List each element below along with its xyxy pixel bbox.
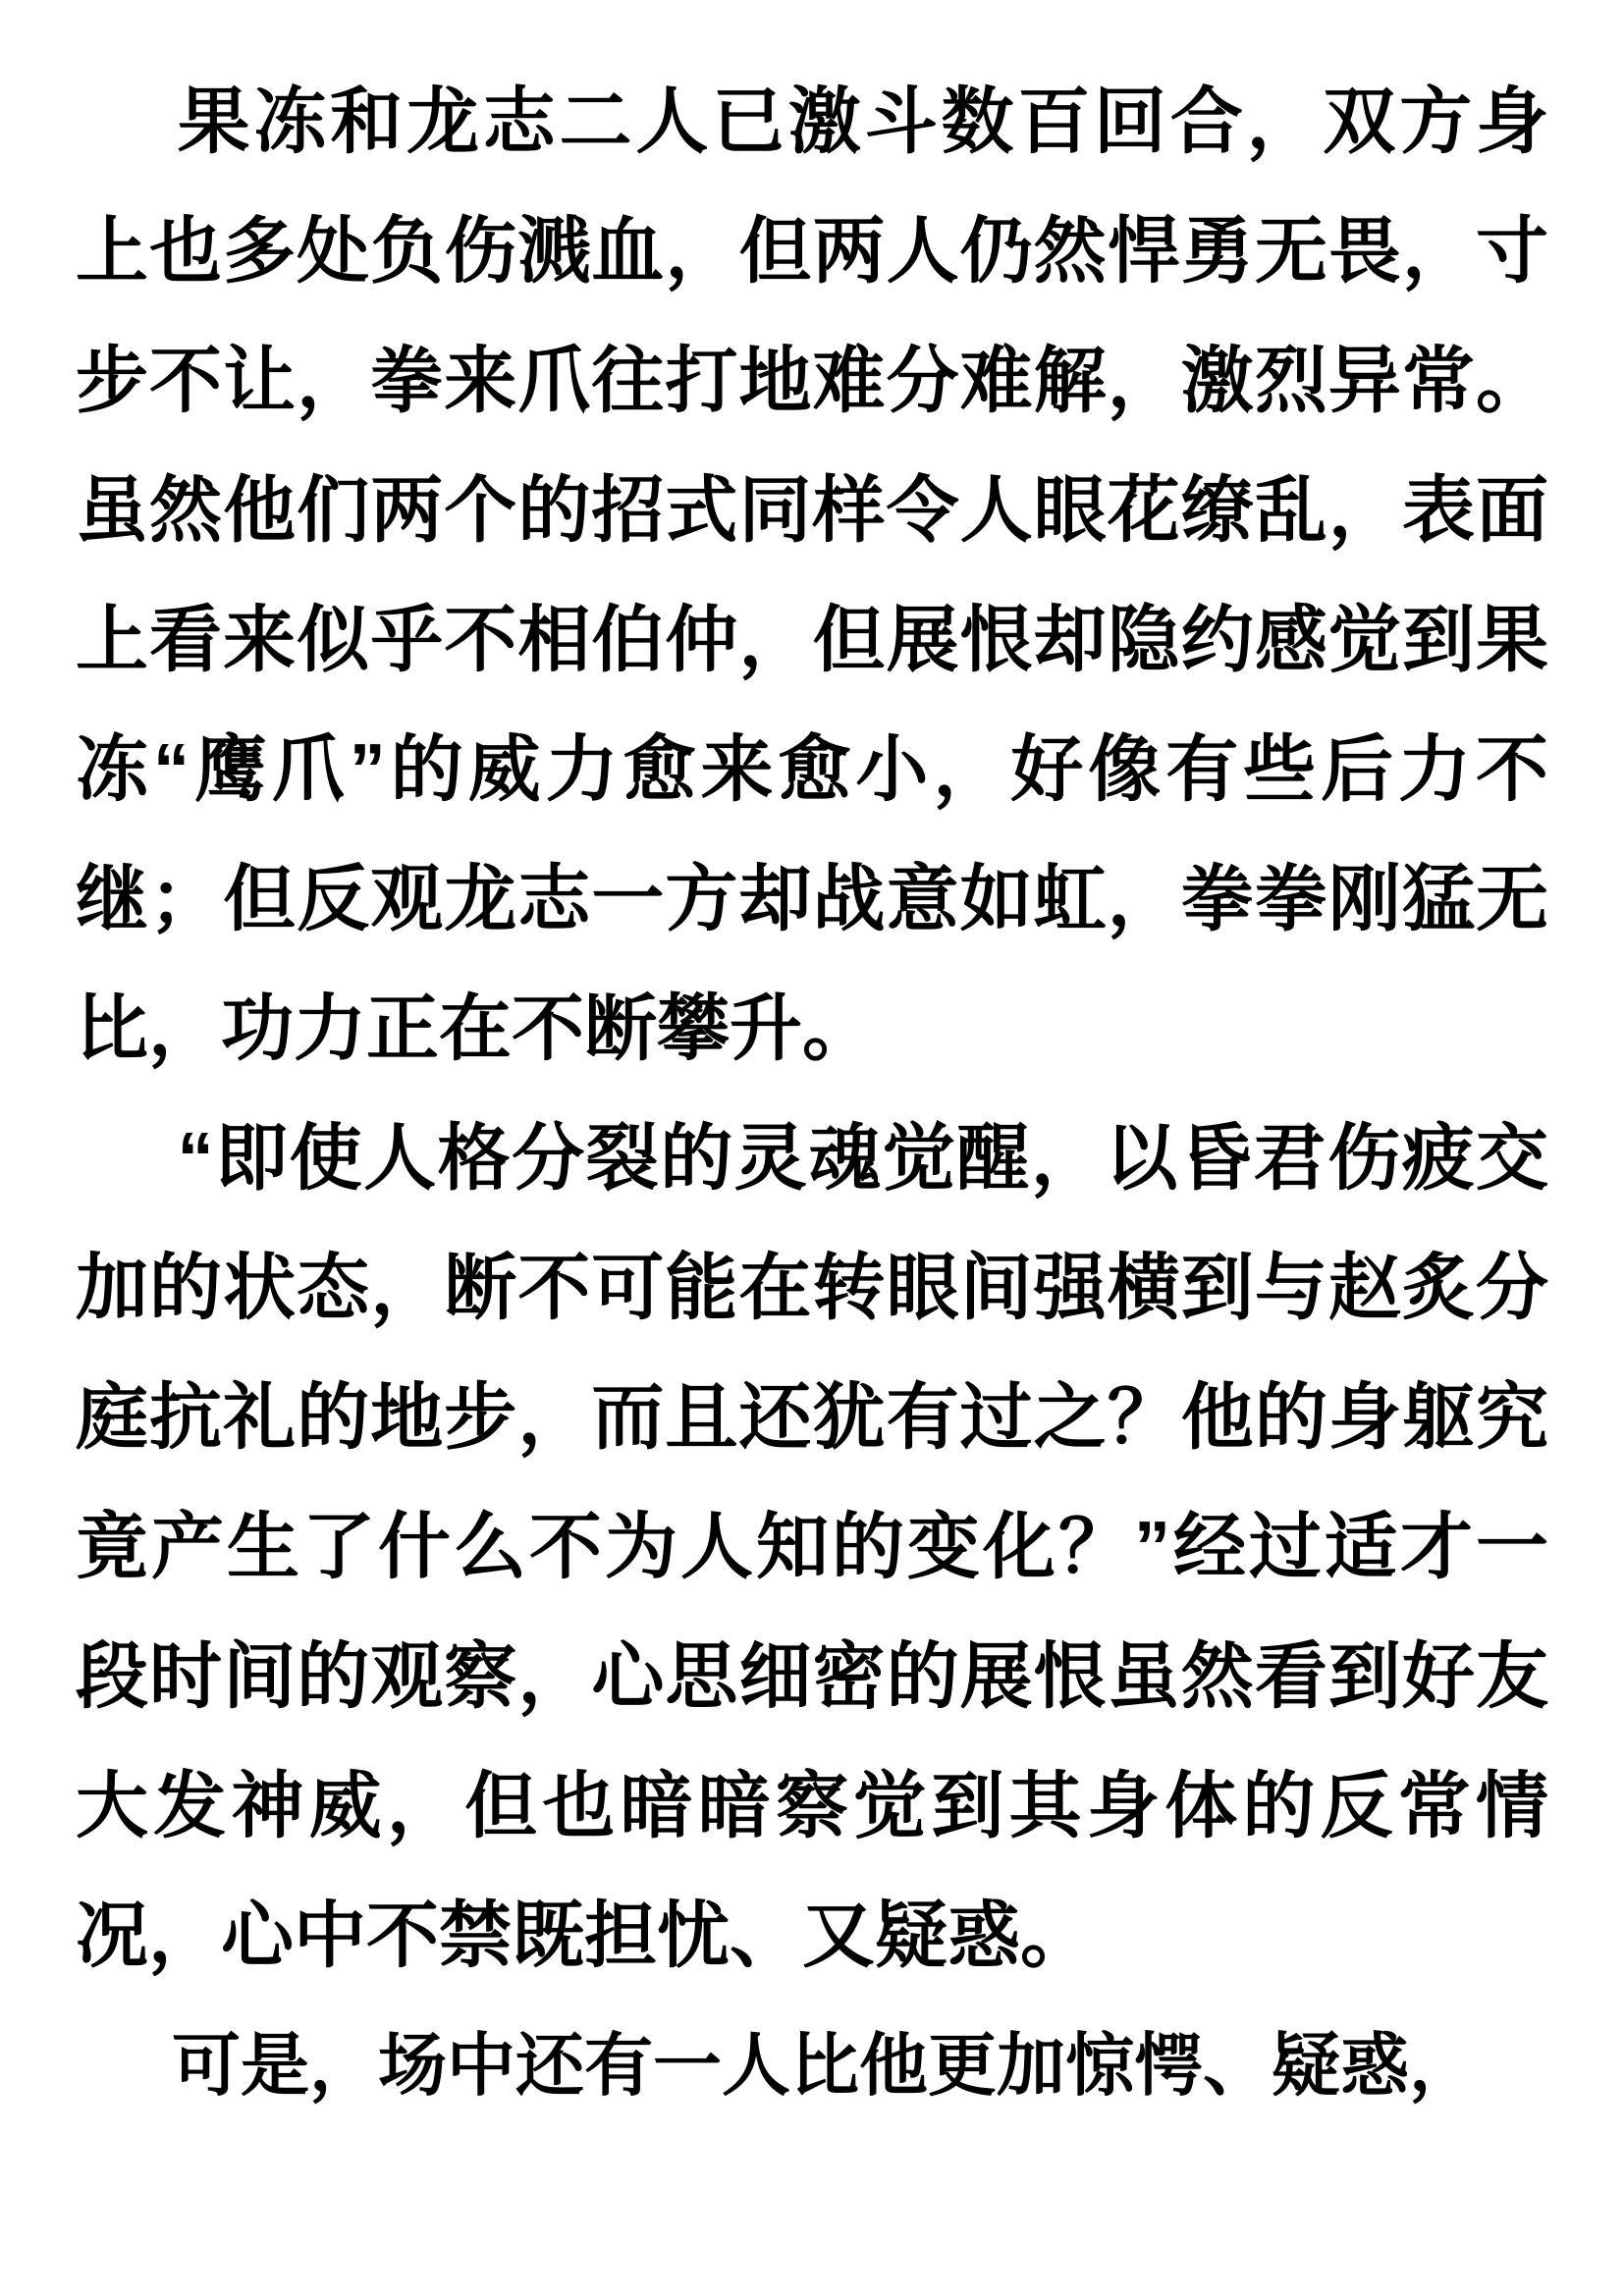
paragraph-3: 可是，场中还有一人比他更加惊愕、疑惑， (172, 2027, 1478, 2104)
paragraph-1: 果冻和龙志二人已激斗数百回合，双方身上也多处负伤溅血，但两人仍然悍勇无畏，寸步不让，拳来爪往打地难分难解，激烈异常。虽然他们两个的招式同样令人眼花缭乱，表面上看来似乎不相伯仲，但展恨却隐约感觉到果冻“鹰爪”的威力愈来愈小，好像有些后力不继；但反观龙志一方却战意如虹，拳拳刚猛无比，功力正在不断攀升。 (76, 80, 1548, 1069)
paragraph-2: “即使人格分裂的灵魂觉醒，以昏君伤疲交加的状态，断不可能在转眼间强横到与赵炙分庭抗礼的地步，而且还犹有过之？他的身躯究竟产生了什么不为人知的变化？”经过适才一段时间的观察，心思细密的展恨虽然看到好友大发神威，但也暗暗察觉到其身体的反常情况，心中不禁既担忧、又疑惑。 (76, 1117, 1548, 1976)
